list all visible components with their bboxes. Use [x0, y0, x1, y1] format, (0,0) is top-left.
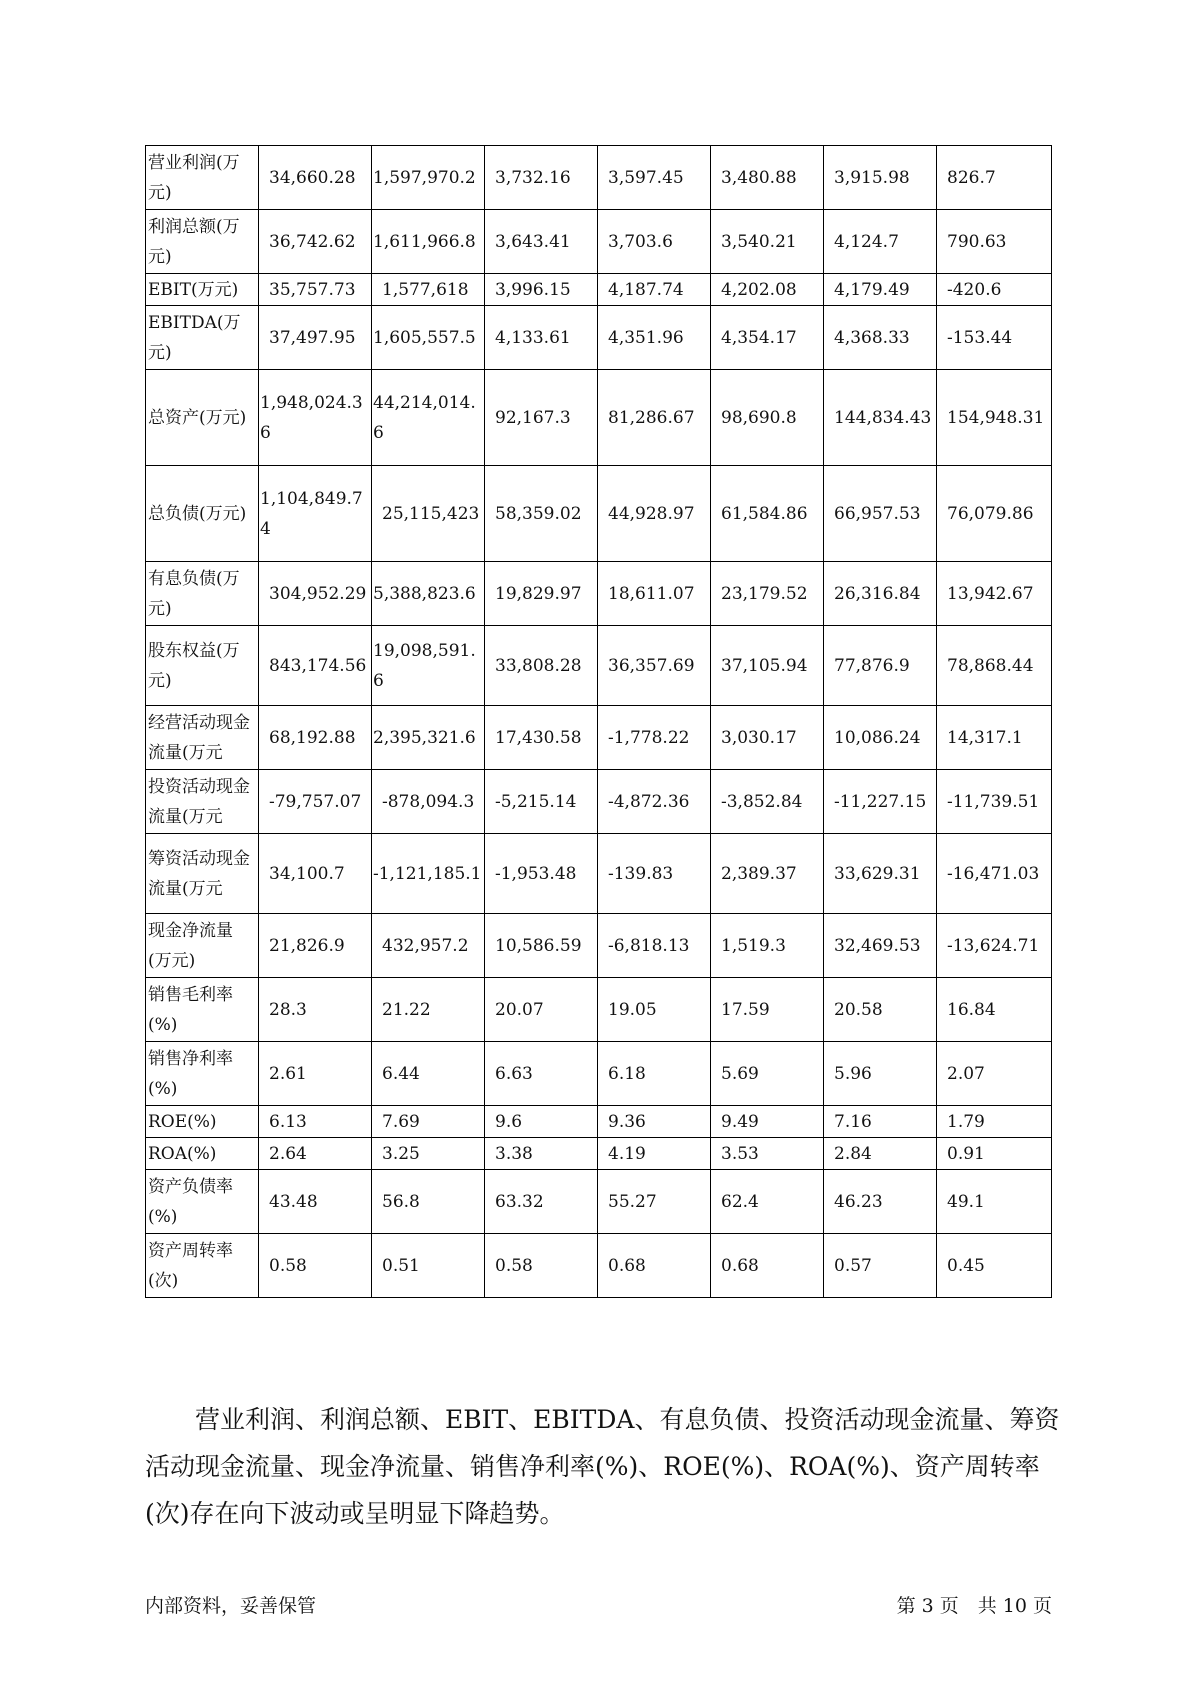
table-cell: -153.44: [937, 306, 1052, 370]
table-cell: 1,605,557.5: [372, 306, 485, 370]
table-cell: 62.4: [711, 1170, 824, 1234]
table-cell: 4,368.33: [824, 306, 937, 370]
table-cell: -6,818.13: [598, 914, 711, 978]
row-label: 利润总额(万元): [146, 210, 259, 274]
table-cell: 33,808.28: [485, 626, 598, 706]
table-cell: 44,214,014.6: [372, 370, 485, 466]
table-cell: 304,952.29: [259, 562, 372, 626]
table-cell: 36,357.69: [598, 626, 711, 706]
table-cell: 19,098,591.6: [372, 626, 485, 706]
table-cell: 4,133.61: [485, 306, 598, 370]
table-cell: 21.22: [372, 978, 485, 1042]
row-label: 现金净流量(万元): [146, 914, 259, 978]
table-cell: 154,948.31: [937, 370, 1052, 466]
table-cell: 6.13: [259, 1106, 372, 1138]
table-row: [146, 914, 1052, 978]
table-cell: 3.53: [711, 1138, 824, 1170]
table-cell: 4,202.08: [711, 274, 824, 306]
table-cell: 55.27: [598, 1170, 711, 1234]
row-label: 经营活动现金流量(万元: [146, 706, 259, 770]
table-cell: -3,852.84: [711, 770, 824, 834]
table-cell: 4.19: [598, 1138, 711, 1170]
table-cell: 35,757.73: [259, 274, 372, 306]
table-cell: 4,351.96: [598, 306, 711, 370]
table-cell: 1,577,618: [372, 274, 485, 306]
table-row: [146, 1042, 1052, 1106]
row-label: 销售净利率(%): [146, 1042, 259, 1106]
table-cell: 1,104,849.74: [259, 466, 372, 562]
table-cell: 43.48: [259, 1170, 372, 1234]
table-cell: 58,359.02: [485, 466, 598, 562]
row-label: 资产周转率(次): [146, 1234, 259, 1298]
table-cell: 33,629.31: [824, 834, 937, 914]
row-label: 总资产(万元): [146, 370, 259, 466]
table-cell: 19.05: [598, 978, 711, 1042]
table-cell: -5,215.14: [485, 770, 598, 834]
table-cell: 4,179.49: [824, 274, 937, 306]
table-cell: 6.18: [598, 1042, 711, 1106]
table-cell: 3,732.16: [485, 146, 598, 210]
table-cell: 3.38: [485, 1138, 598, 1170]
table-cell: 9.49: [711, 1106, 824, 1138]
table-row: [146, 146, 1052, 210]
table-row: [146, 562, 1052, 626]
row-label: 营业利润(万元): [146, 146, 259, 210]
table-cell: -1,778.22: [598, 706, 711, 770]
row-label: 投资活动现金流量(万元: [146, 770, 259, 834]
row-label: ROA(%): [146, 1138, 259, 1170]
table-cell: 19,829.97: [485, 562, 598, 626]
table-row: [146, 1106, 1052, 1138]
table-cell: 4,124.7: [824, 210, 937, 274]
table-cell: 2.84: [824, 1138, 937, 1170]
table-cell: 16.84: [937, 978, 1052, 1042]
table-cell: 6.44: [372, 1042, 485, 1106]
table-cell: -79,757.07: [259, 770, 372, 834]
table-cell: 4,354.17: [711, 306, 824, 370]
table-row: [146, 306, 1052, 370]
table-cell: 46.23: [824, 1170, 937, 1234]
table-cell: 13,942.67: [937, 562, 1052, 626]
table-body: [146, 146, 1052, 1298]
table-cell: 18,611.07: [598, 562, 711, 626]
table-cell: 3,915.98: [824, 146, 937, 210]
row-label: 有息负债(万元): [146, 562, 259, 626]
table-cell: 432,957.2: [372, 914, 485, 978]
table-cell: 32,469.53: [824, 914, 937, 978]
table-cell: 9.6: [485, 1106, 598, 1138]
table-cell: 7.16: [824, 1106, 937, 1138]
financial-metrics-table: [145, 145, 1052, 1298]
table-cell: 34,660.28: [259, 146, 372, 210]
table-cell: 2.07: [937, 1042, 1052, 1106]
row-label: 筹资活动现金流量(万元: [146, 834, 259, 914]
table-row: [146, 370, 1052, 466]
table-cell: 14,317.1: [937, 706, 1052, 770]
table-cell: 1,519.3: [711, 914, 824, 978]
table-cell: 2.64: [259, 1138, 372, 1170]
table-cell: 10,586.59: [485, 914, 598, 978]
table-cell: 56.8: [372, 1170, 485, 1234]
table-cell: 25,115,423: [372, 466, 485, 562]
table-cell: 3.25: [372, 1138, 485, 1170]
table-cell: 790.63: [937, 210, 1052, 274]
table-row: [146, 1234, 1052, 1298]
table-cell: 28.3: [259, 978, 372, 1042]
table-cell: 23,179.52: [711, 562, 824, 626]
table-row: [146, 210, 1052, 274]
table-cell: -1,953.48: [485, 834, 598, 914]
table-cell: -13,624.71: [937, 914, 1052, 978]
table-row: [146, 626, 1052, 706]
table-cell: 3,540.21: [711, 210, 824, 274]
table-row: [146, 274, 1052, 306]
footer-page-number: 第 3 页 共 10 页: [896, 1595, 1052, 1617]
table-cell: 5.69: [711, 1042, 824, 1106]
table-cell: 20.07: [485, 978, 598, 1042]
table-cell: 21,826.9: [259, 914, 372, 978]
analysis-paragraph: 营业利润、利润总额、EBIT、EBITDA、有息负债、投资活动现金流量、筹资活动现金流量、现金净流量、销售净利率(%)、ROE(%)、ROA(%)、资产周转率(次)存在向下波动或呈明显下降趋势。: [145, 1405, 1060, 1528]
table-cell: 826.7: [937, 146, 1052, 210]
table-cell: 3,643.41: [485, 210, 598, 274]
table-row: [146, 1170, 1052, 1234]
row-label: EBITDA(万元): [146, 306, 259, 370]
row-label: 资产负债率(%): [146, 1170, 259, 1234]
table-cell: 0.58: [259, 1234, 372, 1298]
table-cell: -1,121,185.1: [372, 834, 485, 914]
table-cell: 0.51: [372, 1234, 485, 1298]
table-cell: 98,690.8: [711, 370, 824, 466]
table-cell: 1,597,970.2: [372, 146, 485, 210]
table-cell: 34,100.7: [259, 834, 372, 914]
table-cell: 17,430.58: [485, 706, 598, 770]
table-cell: 78,868.44: [937, 626, 1052, 706]
table-cell: 1,948,024.36: [259, 370, 372, 466]
table-row: [146, 978, 1052, 1042]
table-cell: 49.1: [937, 1170, 1052, 1234]
table-cell: 4,187.74: [598, 274, 711, 306]
table-cell: 6.63: [485, 1042, 598, 1106]
table-cell: -878,094.3: [372, 770, 485, 834]
row-label: EBIT(万元): [146, 274, 259, 306]
table-cell: 3,030.17: [711, 706, 824, 770]
table-cell: 0.68: [598, 1234, 711, 1298]
table-row: [146, 770, 1052, 834]
table-cell: 37,105.94: [711, 626, 824, 706]
table-cell: 44,928.97: [598, 466, 711, 562]
table-cell: 26,316.84: [824, 562, 937, 626]
row-label: ROE(%): [146, 1106, 259, 1138]
table-cell: 144,834.43: [824, 370, 937, 466]
table-cell: -11,227.15: [824, 770, 937, 834]
table-cell: 77,876.9: [824, 626, 937, 706]
table-row: [146, 1138, 1052, 1170]
row-label: 总负债(万元): [146, 466, 259, 562]
table-cell: 7.69: [372, 1106, 485, 1138]
row-label: 股东权益(万元): [146, 626, 259, 706]
table-cell: 36,742.62: [259, 210, 372, 274]
table-cell: 2,395,321.6: [372, 706, 485, 770]
table-cell: 0.68: [711, 1234, 824, 1298]
table-cell: 37,497.95: [259, 306, 372, 370]
table-cell: 81,286.67: [598, 370, 711, 466]
table-cell: 0.57: [824, 1234, 937, 1298]
table-cell: -16,471.03: [937, 834, 1052, 914]
table-cell: 0.58: [485, 1234, 598, 1298]
table-cell: 20.58: [824, 978, 937, 1042]
table-cell: 1.79: [937, 1106, 1052, 1138]
table-cell: 1,611,966.8: [372, 210, 485, 274]
table-row: [146, 466, 1052, 562]
table-cell: 92,167.3: [485, 370, 598, 466]
table-cell: 3,996.15: [485, 274, 598, 306]
table-row: [146, 834, 1052, 914]
table-cell: 2.61: [259, 1042, 372, 1106]
table-cell: 3,703.6: [598, 210, 711, 274]
table-cell: 61,584.86: [711, 466, 824, 562]
table-cell: -139.83: [598, 834, 711, 914]
table-cell: 0.45: [937, 1234, 1052, 1298]
table-cell: 843,174.56: [259, 626, 372, 706]
table-cell: 5.96: [824, 1042, 937, 1106]
table-cell: 3,480.88: [711, 146, 824, 210]
table-cell: 0.91: [937, 1138, 1052, 1170]
table-cell: -4,872.36: [598, 770, 711, 834]
footer-confidential-note: 内部资料，妥善保管: [145, 1595, 317, 1617]
table-cell: 3,597.45: [598, 146, 711, 210]
table-cell: 68,192.88: [259, 706, 372, 770]
table-cell: 9.36: [598, 1106, 711, 1138]
table-cell: 10,086.24: [824, 706, 937, 770]
table-cell: 5,388,823.6: [372, 562, 485, 626]
table-cell: 66,957.53: [824, 466, 937, 562]
table-cell: 76,079.86: [937, 466, 1052, 562]
row-label: 销售毛利率(%): [146, 978, 259, 1042]
table-cell: -420.6: [937, 274, 1052, 306]
table-cell: -11,739.51: [937, 770, 1052, 834]
table-row: [146, 706, 1052, 770]
table-cell: 63.32: [485, 1170, 598, 1234]
table-cell: 2,389.37: [711, 834, 824, 914]
table-cell: 17.59: [711, 978, 824, 1042]
